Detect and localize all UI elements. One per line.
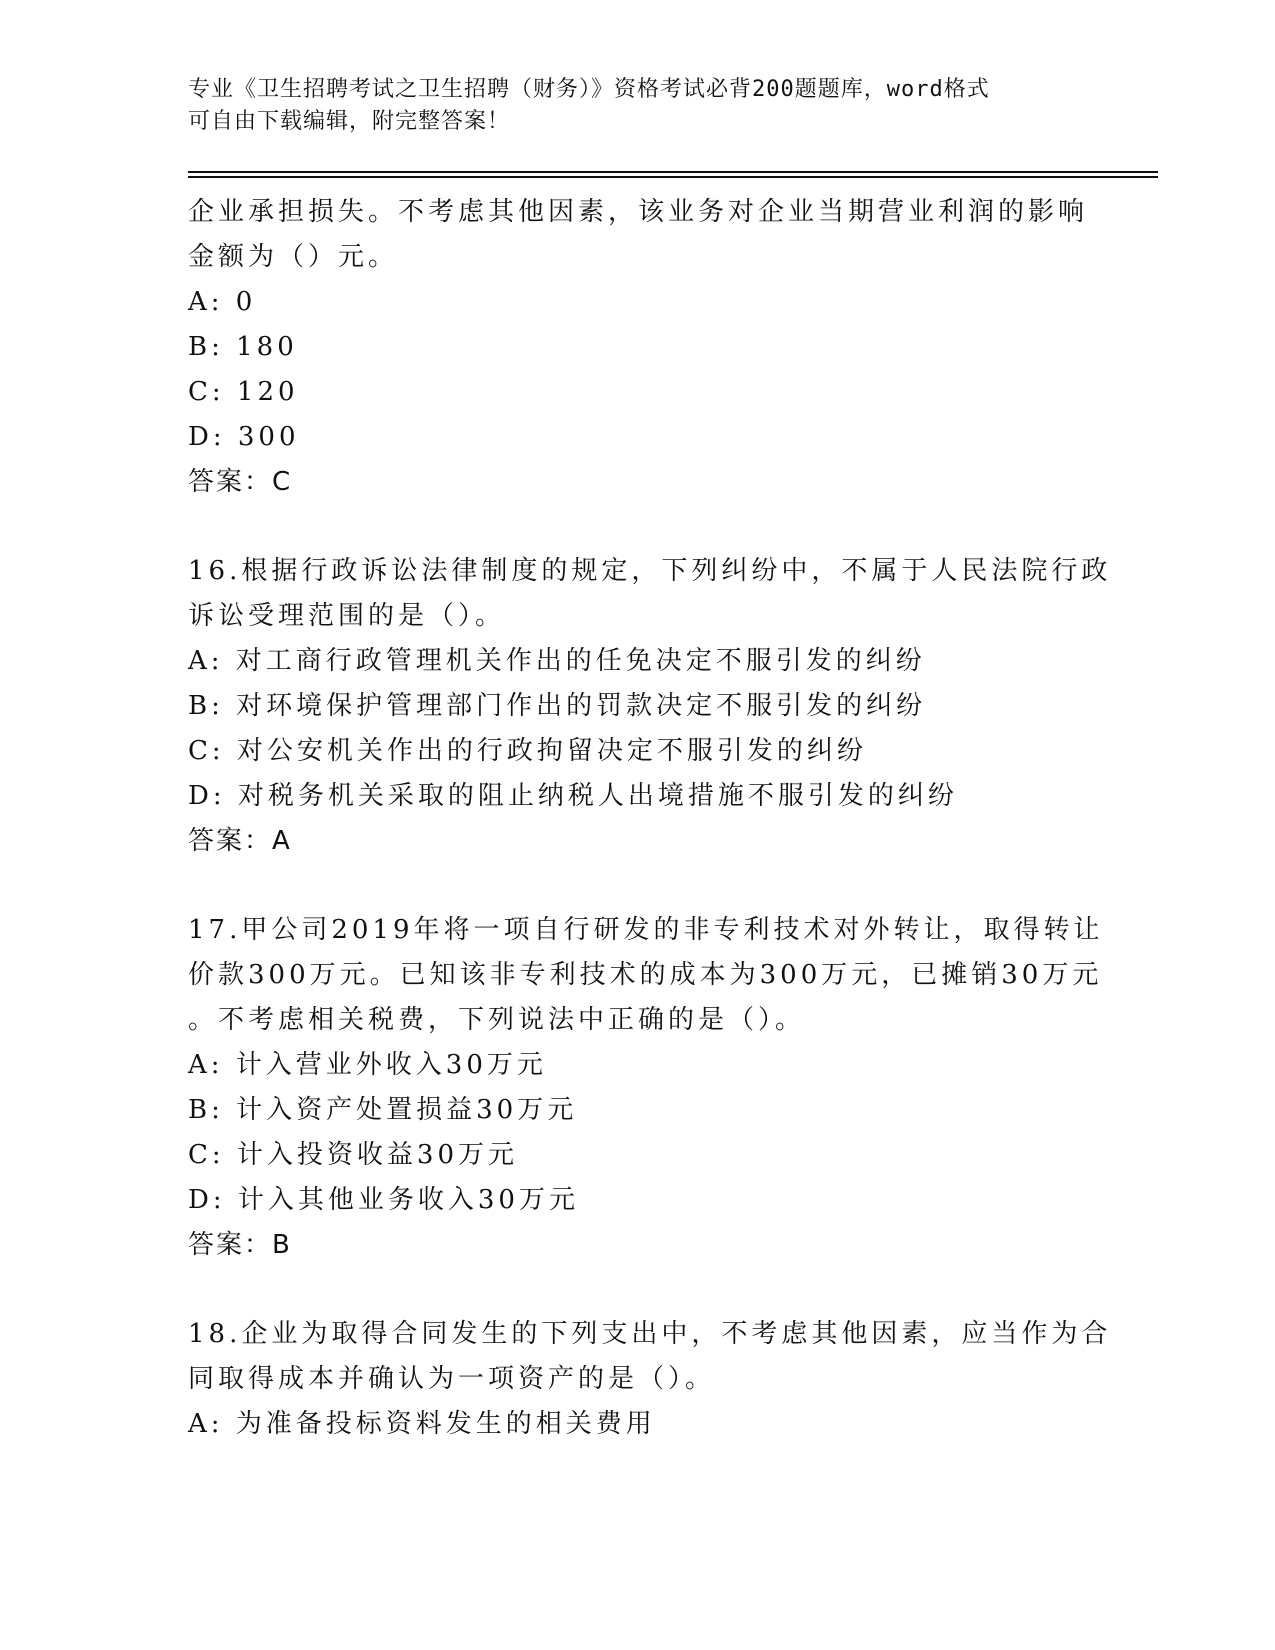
question-stem: 企业承担损失。不考虑其他因素，该业务对企业当期营业利润的影响 — [188, 197, 1089, 227]
question-16 — [188, 549, 1112, 864]
question-stem: 16.根据行政诉讼法律制度的规定，下列纠纷中，不属于人民法院行政 — [188, 556, 1112, 586]
question-stem: 。不考虑相关税费，下列说法中正确的是（）。 — [188, 1005, 806, 1035]
option-c: C: 计入投资收益30万元 — [188, 1140, 519, 1170]
answer-line: 答案：A — [188, 826, 292, 856]
question-15 — [188, 190, 1088, 505]
option-b: B: 计入资产处置损益30万元 — [188, 1095, 578, 1125]
question-stem: 同取得成本并确认为一项资产的是（）。 — [188, 1364, 716, 1394]
document-header — [188, 74, 1068, 138]
option-b: B: 180 — [188, 332, 298, 362]
option-d: D: 300 — [188, 422, 300, 452]
question-stem: 17.甲公司2019年将一项自行研发的非专利技术对外转让，取得转让 — [188, 915, 1104, 945]
answer-line: 答案：B — [188, 1230, 292, 1260]
answer-line: 答案：C — [188, 467, 293, 497]
question-stem: 18.企业为取得合同发生的下列支出中，不考虑其他因素，应当作为合 — [188, 1319, 1112, 1349]
question-stem: 价款300万元。已知该非专利技术的成本为300万元，已摊销30万元 — [188, 960, 1103, 990]
option-a: A: 计入营业外收入30万元 — [188, 1050, 547, 1080]
option-a: A: 为准备投标资料发生的相关费用 — [188, 1409, 656, 1439]
question-stem: 金额为（）元。 — [188, 242, 399, 272]
option-c: C: 120 — [188, 377, 299, 407]
header-title-line2: 可自由下载编辑，附完整答案！ — [188, 109, 511, 134]
question-17 — [188, 908, 1104, 1268]
question-stem: 诉讼受理范围的是（）。 — [188, 601, 506, 631]
question-18 — [188, 1312, 1112, 1447]
question-content — [188, 190, 1112, 1447]
header-rule-top — [188, 171, 1158, 173]
option-d: D: 对税务机关采取的阻止纳税人出境措施不服引发的纠纷 — [188, 781, 958, 811]
option-a: A: 对工商行政管理机关作出的任免决定不服引发的纠纷 — [188, 646, 926, 676]
option-b: B: 对环境保护管理部门作出的罚款决定不服引发的纠纷 — [188, 691, 927, 721]
option-c: C: 对公安机关作出的行政拘留决定不服引发的纠纷 — [188, 736, 867, 766]
option-d: D: 计入其他业务收入30万元 — [188, 1185, 579, 1215]
option-a: A: 0 — [188, 287, 257, 317]
header-rule-bottom — [188, 176, 1158, 178]
header-title-line1: 专业《卫生招聘考试之卫生招聘（财务）》资格考试必背200题题库，word格式 — [188, 77, 990, 102]
